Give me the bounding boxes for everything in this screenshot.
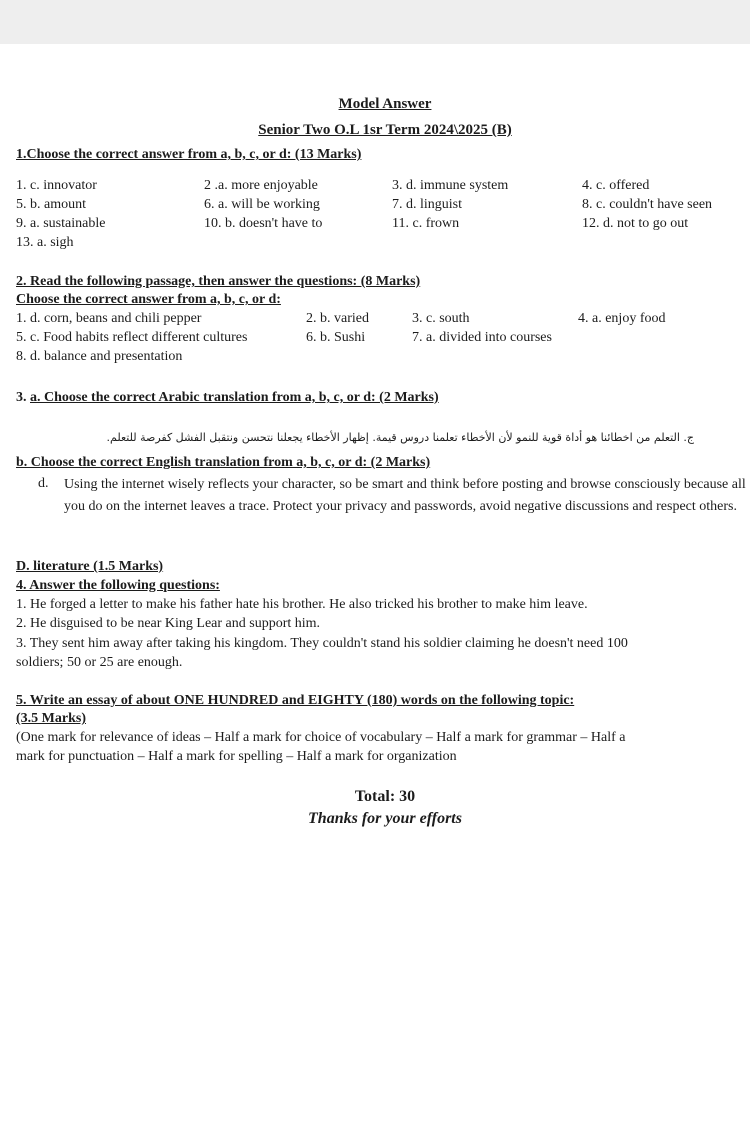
q1-answer: 10. b. doesn't have to [204, 216, 323, 231]
q1-answer: 1. c. innovator [16, 178, 97, 193]
q1-answer: 3. d. immune system [392, 178, 509, 193]
q1-answer: 5. b. amount [16, 197, 86, 212]
q1-answer: 7. d. linguist [392, 197, 463, 212]
q4-answer: 1. He forged a letter to make his father hate his brother. He also tricked his brother to make him leave. [16, 597, 588, 612]
q4-answer: 2. He disguised to be near King Lear and support him. [16, 616, 321, 631]
thanks-message: Thanks for your efforts [308, 810, 462, 827]
q1-answer: 13. a. sigh [16, 235, 74, 250]
q2-answer: 7. a. divided into courses [412, 330, 552, 345]
q2-answer: 2. b. varied [306, 311, 369, 326]
q4-answer: soldiers; 50 or 25 are enough. [16, 655, 183, 670]
q1-answer: 4. c. offered [582, 178, 650, 193]
q5-criteria: (One mark for relevance of ideas – Half a mark for choice of vocabulary – Half a mark for grammar – Half a [16, 730, 626, 745]
q3-arabic-answer: ج. التعلم من اخطائنا هو أداة قوية للنمو لأن الأخطاء تعلمنا دروس قيمة. إظهار الأخطاء يجعلنا نتحسن ونتقبل الفشل كفرصة للتعلم. [106, 431, 694, 444]
total-score: Total: 30 [354, 788, 416, 805]
q1-answer: 6. a. will be working [204, 197, 320, 212]
q2-answer: 4. a. enjoy food [578, 311, 666, 326]
q5-heading: 5. Write an essay of about ONE HUNDRED and EIGHTY (180) words on the following topic: [16, 693, 575, 708]
q2-answer: 5. c. Food habits reflect different cultures [16, 330, 248, 345]
q1-answer: 9. a. sustainable [16, 216, 106, 231]
q1-answer: 11. c. frown [392, 216, 460, 231]
q2-answer: 8. d. balance and presentation [16, 349, 183, 364]
q2-answer: 3. c. south [412, 311, 470, 326]
q2-subheading: Choose the correct answer from a, b, c, or d: [16, 292, 281, 307]
q4-heading: 4. Answer the following questions: [16, 578, 220, 593]
q5-marks: (3.5 Marks) [16, 711, 86, 726]
q2-heading: 2. Read the following passage, then answer the questions: (8 Marks) [16, 274, 421, 289]
q3-english-letter: d. [38, 476, 49, 491]
q3-heading-a [16, 389, 439, 407]
q3-english-answer: Using the internet wisely reflects your character, so be smart and think before posting and browse consciously because all you do on the internet leaves a trace. Protect your privacy and passwords, avoid negative discussions and respect others. [64, 477, 746, 514]
document-page [0, 44, 750, 1121]
document-title: Model Answer [338, 96, 432, 112]
top-bar [0, 0, 750, 44]
q3-number: 3. [16, 390, 30, 405]
q2-answer: 1. d. corn, beans and chili pepper [16, 311, 202, 326]
q1-answer: 12. d. not to go out [582, 216, 689, 231]
q3-heading-a-text: a. Choose the correct Arabic translation from a, b, c, or d: (2 Marks) [30, 390, 439, 405]
literature-section: D. literature (1.5 Marks) [16, 559, 164, 574]
q1-answer: 2 .a. more enjoyable [204, 178, 318, 193]
q1-answer: 8. c. couldn't have seen [582, 197, 713, 212]
q1-heading: 1.Choose the correct answer from a, b, c, or d: (13 Marks) [16, 147, 362, 162]
q3-heading-b: b. Choose the correct English translation from a, b, c, or d: (2 Marks) [16, 455, 431, 470]
q4-answer: 3. They sent him away after taking his kingdom. They couldn't stand his soldier claiming he doesn't need 100 [16, 636, 628, 651]
q2-answer: 6. b. Sushi [306, 330, 366, 345]
q5-criteria: mark for punctuation – Half a mark for spelling – Half a mark for organization [16, 749, 457, 764]
document-subtitle: Senior Two O.L 1sr Term 2024\2025 (B) [258, 122, 512, 138]
